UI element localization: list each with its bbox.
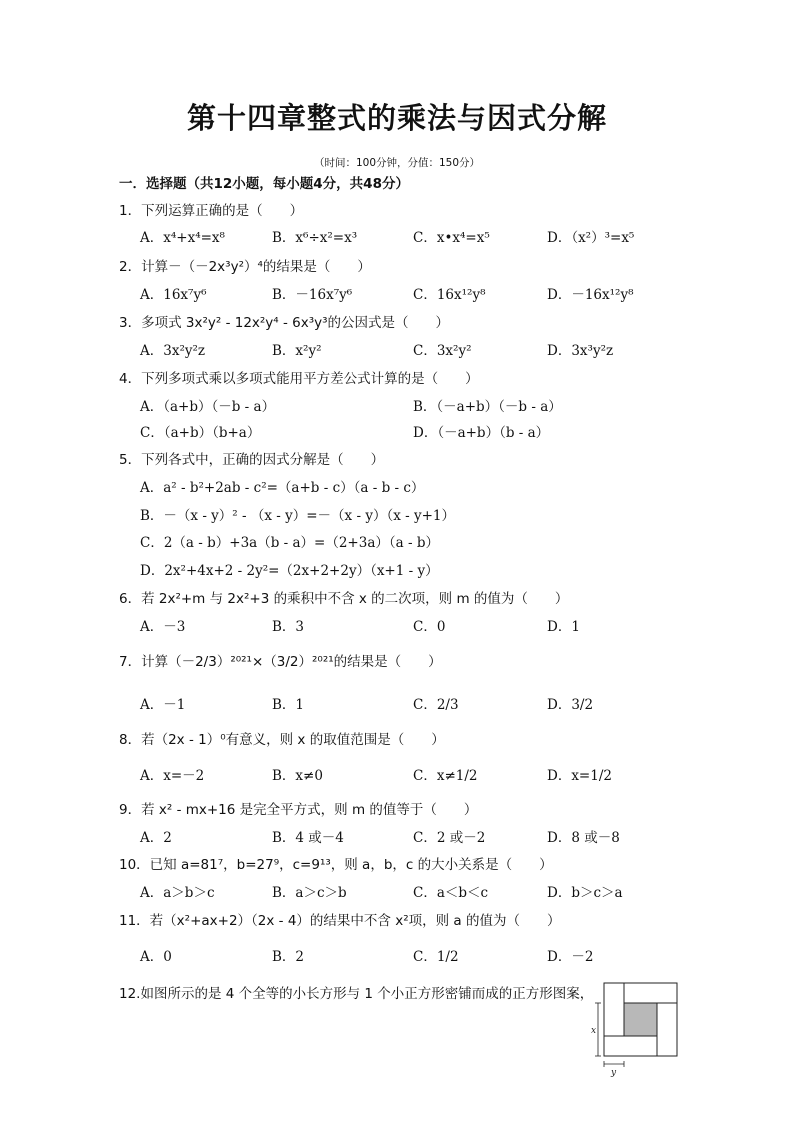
option-a: A．－1	[140, 697, 186, 713]
option-d: D．－16x¹²y⁸	[547, 287, 634, 303]
question-stem: 4．下列多项式乘以多项式能用平方差公式计算的是（ ）	[119, 371, 479, 387]
square-pattern-figure	[584, 978, 680, 1078]
question-stem: 6．若 2x²+m 与 2x²+3 的乘积中不含 x 的二次项，则 m 的值为（ ）	[119, 591, 569, 607]
option-b: B．x⁶÷x²=x³	[272, 230, 358, 246]
question-stem: 1．下列运算正确的是（ ）	[119, 203, 304, 219]
option-d: D．x=1/2	[547, 768, 612, 784]
option-a: A．0	[140, 949, 172, 965]
question-stem: 7．计算（－2/3）²⁰²¹×（3/2）²⁰²¹的结果是（ ）	[119, 654, 442, 670]
option-d: D．3x³y²z	[547, 343, 614, 359]
option-d: D．b＞c＞a	[547, 885, 623, 901]
option-c: C．x≠1/2	[413, 768, 478, 784]
option-b: B．a＞c＞b	[272, 885, 347, 901]
option-a: A．a² - b²+2ab - c²=（a+b - c）（a - b - c）	[140, 480, 425, 496]
option-c: C．1/2	[413, 949, 459, 965]
option-c: C．3x²y²	[413, 343, 472, 359]
option-d: D．2x²+4x+2 - 2y²=（2x+2+2y）（x+1 - y）	[140, 563, 439, 579]
x-label: x	[591, 1026, 597, 1036]
exam-info: （时间：100分钟，分值：150分）	[313, 157, 481, 169]
option-c: C．16x¹²y⁸	[413, 287, 486, 303]
option-d: D．－2	[547, 949, 594, 965]
option-a: A．（a+b）（－b - a）	[140, 399, 276, 415]
option-d: D．1	[547, 619, 580, 635]
inner-square	[624, 1003, 657, 1036]
document-title: 第十四章整式的乘法与因式分解	[186, 101, 607, 135]
option-c: C．x•x⁴=x⁵	[413, 230, 490, 246]
question-stem: 12.如图所示的是 4 个全等的小长方形与 1 个小正方形密铺而成的正方形图案，	[119, 986, 594, 1002]
option-b: B．4 或－4	[272, 830, 344, 846]
option-a: A．3x²y²z	[140, 343, 206, 359]
option-c: C．2/3	[413, 697, 459, 713]
option-d: D．（x²）³=x⁵	[547, 230, 635, 246]
question-stem: 8．若（2x - 1）⁰有意义，则 x 的取值范围是（ ）	[119, 732, 445, 748]
option-b: B．x²y²	[272, 343, 322, 359]
y-label: y	[611, 1068, 617, 1078]
question-stem: 3．多项式 3x²y² - 12x²y⁴ - 6x³y³的公因式是（ ）	[119, 315, 450, 331]
question-stem: 9．若 x² - mx+16 是完全平方式，则 m 的值等于（ ）	[119, 802, 478, 818]
question-stem: 5．下列各式中，正确的因式分解是（ ）	[119, 452, 385, 468]
option-b: B．3	[272, 619, 305, 635]
option-d: D．（－a+b）（b - a）	[413, 425, 550, 441]
option-a: A．－3	[140, 619, 186, 635]
section-heading: 一．选择题（共12小题，每小题4分，共48分）	[119, 176, 409, 192]
option-b: B．x≠0	[272, 768, 323, 784]
question-stem: 10．已知 a=81⁷，b=27⁹，c=9¹³，则 a，b，c 的大小关系是（ ）	[119, 857, 553, 873]
option-c: C．0	[413, 619, 446, 635]
option-c: C．（a+b）（b+a）	[140, 425, 261, 441]
option-c: C．2 或－2	[413, 830, 486, 846]
option-b: B．－16x⁷y⁶	[272, 287, 353, 303]
option-b: B．1	[272, 697, 305, 713]
option-d: D．8 或－8	[547, 830, 620, 846]
question-stem: 2．计算－（－2x³y²）⁴的结果是（ ）	[119, 259, 371, 275]
option-b: B．－（x - y）² - （x - y）=－（x - y）（x - y+1）	[140, 508, 455, 524]
option-d: D．3/2	[547, 697, 594, 713]
option-a: A．16x⁷y⁶	[140, 287, 207, 303]
option-a: A．2	[140, 830, 172, 846]
option-a: A．x⁴+x⁴=x⁸	[140, 230, 225, 246]
question-stem: 11．若（x²+ax+2）（2x - 4）的结果中不含 x²项，则 a 的值为（ ）	[119, 913, 561, 929]
option-c: C．a＜b＜c	[413, 885, 489, 901]
option-a: A．x=－2	[140, 768, 205, 784]
option-a: A．a＞b＞c	[140, 885, 215, 901]
option-c: C．2（a - b）+3a（b - a）=（2+3a）（a - b）	[140, 535, 439, 551]
option-b: B．（－a+b）（－b - a）	[413, 399, 562, 415]
option-b: B．2	[272, 949, 305, 965]
